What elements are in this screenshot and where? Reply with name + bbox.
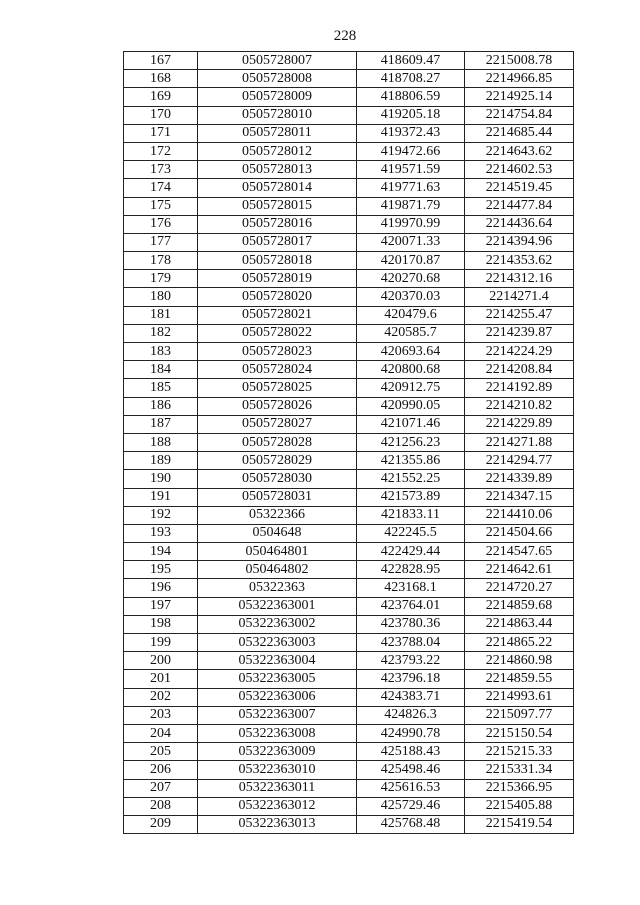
table-row [124,70,574,88]
row-number-cell: 192 [124,506,198,524]
y-coordinate-cell: 2215215.33 [465,743,574,761]
y-coordinate-cell: 2214436.64 [465,215,574,233]
code-cell: 0505728017 [198,233,357,251]
x-coordinate-cell: 425729.46 [357,797,465,815]
y-coordinate-cell: 2214224.29 [465,343,574,361]
code-cell: 05322363010 [198,761,357,779]
code-cell: 0505728021 [198,306,357,324]
code-cell: 0505728023 [198,343,357,361]
code-cell: 0505728020 [198,288,357,306]
row-number-cell: 182 [124,324,198,342]
x-coordinate-cell: 420479.6 [357,306,465,324]
x-coordinate-cell: 423796.18 [357,670,465,688]
x-coordinate-cell: 424383.71 [357,688,465,706]
y-coordinate-cell: 2214504.66 [465,524,574,542]
row-number-cell: 209 [124,815,198,833]
row-number-cell: 207 [124,779,198,797]
y-coordinate-cell: 2214925.14 [465,88,574,106]
code-cell: 0505728011 [198,124,357,142]
table-row [124,306,574,324]
code-cell: 0504648 [198,524,357,542]
y-coordinate-cell: 2214642.61 [465,561,574,579]
table-row [124,288,574,306]
y-coordinate-cell: 2214859.68 [465,597,574,615]
y-coordinate-cell: 2214720.27 [465,579,574,597]
row-number-cell: 206 [124,761,198,779]
x-coordinate-cell: 420912.75 [357,379,465,397]
x-coordinate-cell: 418806.59 [357,88,465,106]
table-row [124,88,574,106]
row-number-cell: 180 [124,288,198,306]
row-number-cell: 183 [124,343,198,361]
table-row [124,488,574,506]
code-cell: 05322363011 [198,779,357,797]
table-row [124,670,574,688]
row-number-cell: 198 [124,615,198,633]
code-cell: 05322363004 [198,652,357,670]
table-row [124,761,574,779]
table-row [124,797,574,815]
table-row [124,397,574,415]
table-row [124,379,574,397]
x-coordinate-cell: 420270.68 [357,270,465,288]
table-row [124,252,574,270]
table-row [124,215,574,233]
table-row [124,197,574,215]
row-number-cell: 174 [124,179,198,197]
row-number-cell: 185 [124,379,198,397]
y-coordinate-cell: 2214863.44 [465,615,574,633]
row-number-cell: 175 [124,197,198,215]
x-coordinate-cell: 420800.68 [357,361,465,379]
row-number-cell: 205 [124,743,198,761]
code-cell: 0505728007 [198,52,357,70]
table-row [124,52,574,70]
x-coordinate-cell: 422828.95 [357,561,465,579]
x-coordinate-cell: 420693.64 [357,343,465,361]
code-cell: 05322363001 [198,597,357,615]
y-coordinate-cell: 2214643.62 [465,142,574,160]
y-coordinate-cell: 2214339.89 [465,470,574,488]
code-cell: 05322366 [198,506,357,524]
row-number-cell: 188 [124,433,198,451]
y-coordinate-cell: 2214860.98 [465,652,574,670]
x-coordinate-cell: 421071.46 [357,415,465,433]
y-coordinate-cell: 2214192.89 [465,379,574,397]
x-coordinate-cell: 419970.99 [357,215,465,233]
x-coordinate-cell: 422245.5 [357,524,465,542]
row-number-cell: 200 [124,652,198,670]
row-number-cell: 189 [124,452,198,470]
row-number-cell: 201 [124,670,198,688]
x-coordinate-cell: 422429.44 [357,543,465,561]
x-coordinate-cell: 420071.33 [357,233,465,251]
y-coordinate-cell: 2214271.88 [465,433,574,451]
x-coordinate-cell: 423168.1 [357,579,465,597]
table-row [124,324,574,342]
y-coordinate-cell: 2214547.65 [465,543,574,561]
x-coordinate-cell: 419372.43 [357,124,465,142]
x-coordinate-cell: 421355.86 [357,452,465,470]
row-number-cell: 181 [124,306,198,324]
x-coordinate-cell: 421833.11 [357,506,465,524]
x-coordinate-cell: 419205.18 [357,106,465,124]
y-coordinate-cell: 2214394.96 [465,233,574,251]
table-row [124,343,574,361]
y-coordinate-cell: 2214966.85 [465,70,574,88]
coordinates-table [123,51,574,834]
y-coordinate-cell: 2214353.62 [465,252,574,270]
code-cell: 0505728028 [198,433,357,451]
y-coordinate-cell: 2215366.95 [465,779,574,797]
y-coordinate-cell: 2214239.87 [465,324,574,342]
code-cell: 0505728009 [198,88,357,106]
code-cell: 0505728008 [198,70,357,88]
x-coordinate-cell: 419871.79 [357,197,465,215]
x-coordinate-cell: 421552.25 [357,470,465,488]
y-coordinate-cell: 2214685.44 [465,124,574,142]
code-cell: 0505728013 [198,161,357,179]
row-number-cell: 190 [124,470,198,488]
table-row [124,615,574,633]
code-cell: 05322363009 [198,743,357,761]
row-number-cell: 168 [124,70,198,88]
x-coordinate-cell: 425768.48 [357,815,465,833]
code-cell: 0505728015 [198,197,357,215]
row-number-cell: 177 [124,233,198,251]
row-number-cell: 203 [124,706,198,724]
row-number-cell: 172 [124,142,198,160]
table-row [124,433,574,451]
y-coordinate-cell: 2214865.22 [465,634,574,652]
x-coordinate-cell: 424826.3 [357,706,465,724]
x-coordinate-cell: 421256.23 [357,433,465,451]
row-number-cell: 196 [124,579,198,597]
table-row [124,415,574,433]
table-row [124,124,574,142]
table-row [124,779,574,797]
row-number-cell: 195 [124,561,198,579]
y-coordinate-cell: 2214294.77 [465,452,574,470]
row-number-cell: 170 [124,106,198,124]
table-row [124,743,574,761]
y-coordinate-cell: 2214210.82 [465,397,574,415]
row-number-cell: 197 [124,597,198,615]
row-number-cell: 178 [124,252,198,270]
x-coordinate-cell: 423793.22 [357,652,465,670]
table-row [124,652,574,670]
x-coordinate-cell: 418609.47 [357,52,465,70]
code-cell: 05322363 [198,579,357,597]
x-coordinate-cell: 420170.87 [357,252,465,270]
y-coordinate-cell: 2214255.47 [465,306,574,324]
table-row [124,179,574,197]
x-coordinate-cell: 420370.03 [357,288,465,306]
code-cell: 0505728012 [198,142,357,160]
row-number-cell: 169 [124,88,198,106]
code-cell: 0505728029 [198,452,357,470]
x-coordinate-cell: 423780.36 [357,615,465,633]
code-cell: 050464802 [198,561,357,579]
x-coordinate-cell: 418708.27 [357,70,465,88]
x-coordinate-cell: 423764.01 [357,597,465,615]
code-cell: 0505728025 [198,379,357,397]
row-number-cell: 202 [124,688,198,706]
row-number-cell: 173 [124,161,198,179]
row-number-cell: 199 [124,634,198,652]
code-cell: 05322363008 [198,724,357,742]
row-number-cell: 176 [124,215,198,233]
table-row [124,597,574,615]
row-number-cell: 184 [124,361,198,379]
code-cell: 0505728019 [198,270,357,288]
table-row [124,634,574,652]
y-coordinate-cell: 2215419.54 [465,815,574,833]
row-number-cell: 194 [124,543,198,561]
x-coordinate-cell: 425188.43 [357,743,465,761]
table-row [124,142,574,160]
code-cell: 0505728031 [198,488,357,506]
code-cell: 050464801 [198,543,357,561]
x-coordinate-cell: 420990.05 [357,397,465,415]
y-coordinate-cell: 2215405.88 [465,797,574,815]
code-cell: 05322363003 [198,634,357,652]
y-coordinate-cell: 2214754.84 [465,106,574,124]
y-coordinate-cell: 2214519.45 [465,179,574,197]
code-cell: 05322363002 [198,615,357,633]
row-number-cell: 204 [124,724,198,742]
table-row [124,233,574,251]
y-coordinate-cell: 2215097.77 [465,706,574,724]
table-row [124,561,574,579]
y-coordinate-cell: 2215008.78 [465,52,574,70]
row-number-cell: 167 [124,52,198,70]
y-coordinate-cell: 2214208.84 [465,361,574,379]
table-row [124,543,574,561]
code-cell: 0505728010 [198,106,357,124]
table-row [124,161,574,179]
table-row [124,724,574,742]
y-coordinate-cell: 2215331.34 [465,761,574,779]
row-number-cell: 179 [124,270,198,288]
x-coordinate-cell: 424990.78 [357,724,465,742]
table-row [124,706,574,724]
table-row [124,106,574,124]
row-number-cell: 193 [124,524,198,542]
table-body [124,52,574,834]
y-coordinate-cell: 2214410.06 [465,506,574,524]
y-coordinate-cell: 2214859.55 [465,670,574,688]
code-cell: 05322363005 [198,670,357,688]
x-coordinate-cell: 419771.63 [357,179,465,197]
table-row [124,361,574,379]
x-coordinate-cell: 421573.89 [357,488,465,506]
row-number-cell: 186 [124,397,198,415]
y-coordinate-cell: 2214602.53 [465,161,574,179]
code-cell: 0505728026 [198,397,357,415]
y-coordinate-cell: 2214312.16 [465,270,574,288]
row-number-cell: 171 [124,124,198,142]
table-row [124,470,574,488]
code-cell: 0505728018 [198,252,357,270]
x-coordinate-cell: 425498.46 [357,761,465,779]
page-number: 228 [333,28,357,44]
row-number-cell: 208 [124,797,198,815]
code-cell: 0505728027 [198,415,357,433]
table-row [124,270,574,288]
code-cell: 05322363006 [198,688,357,706]
y-coordinate-cell: 2214993.61 [465,688,574,706]
code-cell: 0505728030 [198,470,357,488]
y-coordinate-cell: 2215150.54 [465,724,574,742]
x-coordinate-cell: 419571.59 [357,161,465,179]
code-cell: 0505728022 [198,324,357,342]
code-cell: 0505728024 [198,361,357,379]
x-coordinate-cell: 419472.66 [357,142,465,160]
x-coordinate-cell: 420585.7 [357,324,465,342]
y-coordinate-cell: 2214477.84 [465,197,574,215]
code-cell: 05322363007 [198,706,357,724]
table-row [124,506,574,524]
row-number-cell: 191 [124,488,198,506]
x-coordinate-cell: 423788.04 [357,634,465,652]
code-cell: 05322363013 [198,815,357,833]
y-coordinate-cell: 2214271.4 [465,288,574,306]
code-cell: 0505728014 [198,179,357,197]
table-row [124,579,574,597]
x-coordinate-cell: 425616.53 [357,779,465,797]
code-cell: 0505728016 [198,215,357,233]
code-cell: 05322363012 [198,797,357,815]
y-coordinate-cell: 2214347.15 [465,488,574,506]
y-coordinate-cell: 2214229.89 [465,415,574,433]
table-row [124,452,574,470]
table-row [124,524,574,542]
table-row [124,815,574,833]
row-number-cell: 187 [124,415,198,433]
table-row [124,688,574,706]
